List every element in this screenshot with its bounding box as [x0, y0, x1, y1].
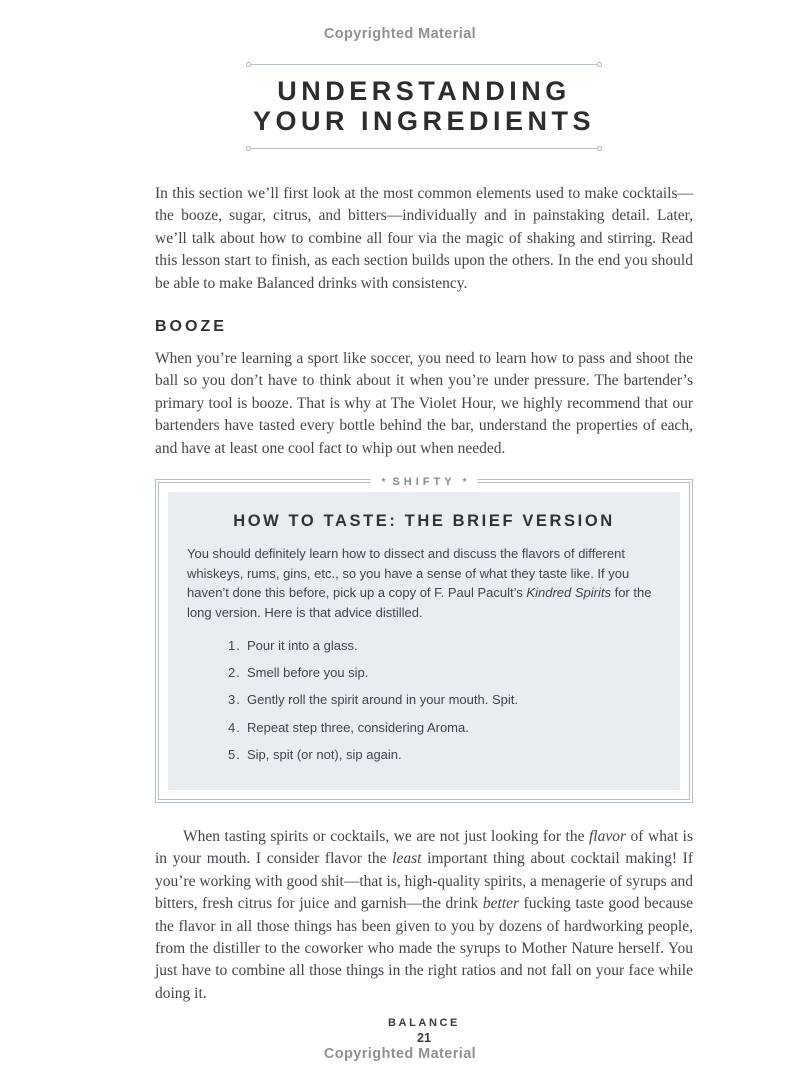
sidebar-panel: [168, 492, 680, 790]
copyright-notice-top: Copyrighted Material: [323, 26, 477, 42]
tasting-steps-list: [228, 636, 661, 764]
shifty-tag: [370, 474, 477, 491]
step-text: Sip, spit (or not), sip again.: [247, 746, 402, 762]
chapter-head: [155, 64, 693, 149]
sidebar-paragraph: You should definitely learn how to dissect and discuss the flavors of different whiskeys, rums, gins, etc., so you have a sense of what they taste like. If you haven’t done this before, pick up a copy of F. Paul Pacult’s Kindred Spirits for the long version. Here is that advice distilled.: [187, 546, 652, 620]
shifty-tag-label: SHIFTY: [392, 476, 456, 489]
intro-paragraph: In this section we’ll first look at the most common elements used to make cocktails—the booze, sugar, citrus, and bitters—individually and in painstaking detail. Later, we’ll talk about how to combine all four via the magic of shaking and stirring. Read this lesson start to finish, as each section builds upon the others. In the end you should be able to make Balanced drinks with consistency.: [155, 185, 693, 292]
page-number: 21: [417, 1031, 431, 1045]
page-content: [155, 183, 693, 1005]
ornamental-rule-top: [249, 64, 599, 65]
step-text: Smell before you sip.: [247, 665, 369, 681]
chapter-title: [155, 76, 693, 136]
closing-paragraph: When tasting spirits or cocktails, we are not just looking for the flavor of what is in your mouth. I consider flavor the least important thing about cocktail making! If you’re working with good shit—that is, high-quality spirits, a menagerie of syrups and bitters, fresh citrus for juice and garnish—the drink better fucking taste good because the flavor in all those things has been given to you by dozens of hardworking people, from the distiller to the coworker who made the syrups to Mother Nature herself. You just have to combine all those things in the right ratios and not fall on your face while doing it.: [155, 828, 693, 1002]
chapter-title-line2: YOUR INGREDIENTS: [252, 106, 596, 136]
booze-paragraph: When you’re learning a sport like soccer, you need to learn how to pass and shoot the ball so you don’t have to think about it when you’re under pressure. The bartender’s primary tool is booze. That is why at The Violet Hour, we highly recommend that our bartenders have tasted every bottle behind the bar, understand the properties of each, and have at least one cool fact to whip out when needed.: [155, 350, 693, 457]
step-number: 1.: [228, 638, 241, 654]
list-item: [228, 718, 661, 737]
step-text: Gently roll the spirit around in your mouth. Spit.: [247, 692, 518, 708]
sidebar-heading: HOW TO TASTE: THE BRIEF VERSION: [233, 512, 615, 531]
rule-end-dot-icon: [597, 62, 602, 67]
list-item: [228, 636, 661, 655]
rule-end-dot-icon: [246, 62, 251, 67]
list-item: [228, 745, 661, 764]
copyright-notice-bottom: Copyrighted Material: [323, 1046, 477, 1062]
list-item: [228, 663, 661, 682]
step-text: Pour it into a glass.: [247, 638, 358, 654]
shifty-sidebar-box: [155, 476, 693, 803]
booze-section-heading: BOOZE: [155, 318, 227, 336]
asterisk-icon: *: [462, 477, 467, 489]
step-number: 5.: [228, 746, 241, 762]
step-text: Repeat step three, considering Aroma.: [247, 719, 469, 735]
step-number: 4.: [228, 719, 241, 735]
step-number: 3.: [228, 692, 241, 708]
ornamental-rule-bottom: [249, 148, 599, 149]
step-number: 2.: [228, 665, 241, 681]
running-footer-book-title: BALANCE: [388, 1017, 460, 1029]
rule-end-dot-icon: [246, 146, 251, 151]
rule-end-dot-icon: [597, 146, 602, 151]
list-item: [228, 690, 661, 709]
chapter-title-line1: UNDERSTANDING: [277, 76, 571, 106]
asterisk-icon: *: [381, 477, 386, 489]
